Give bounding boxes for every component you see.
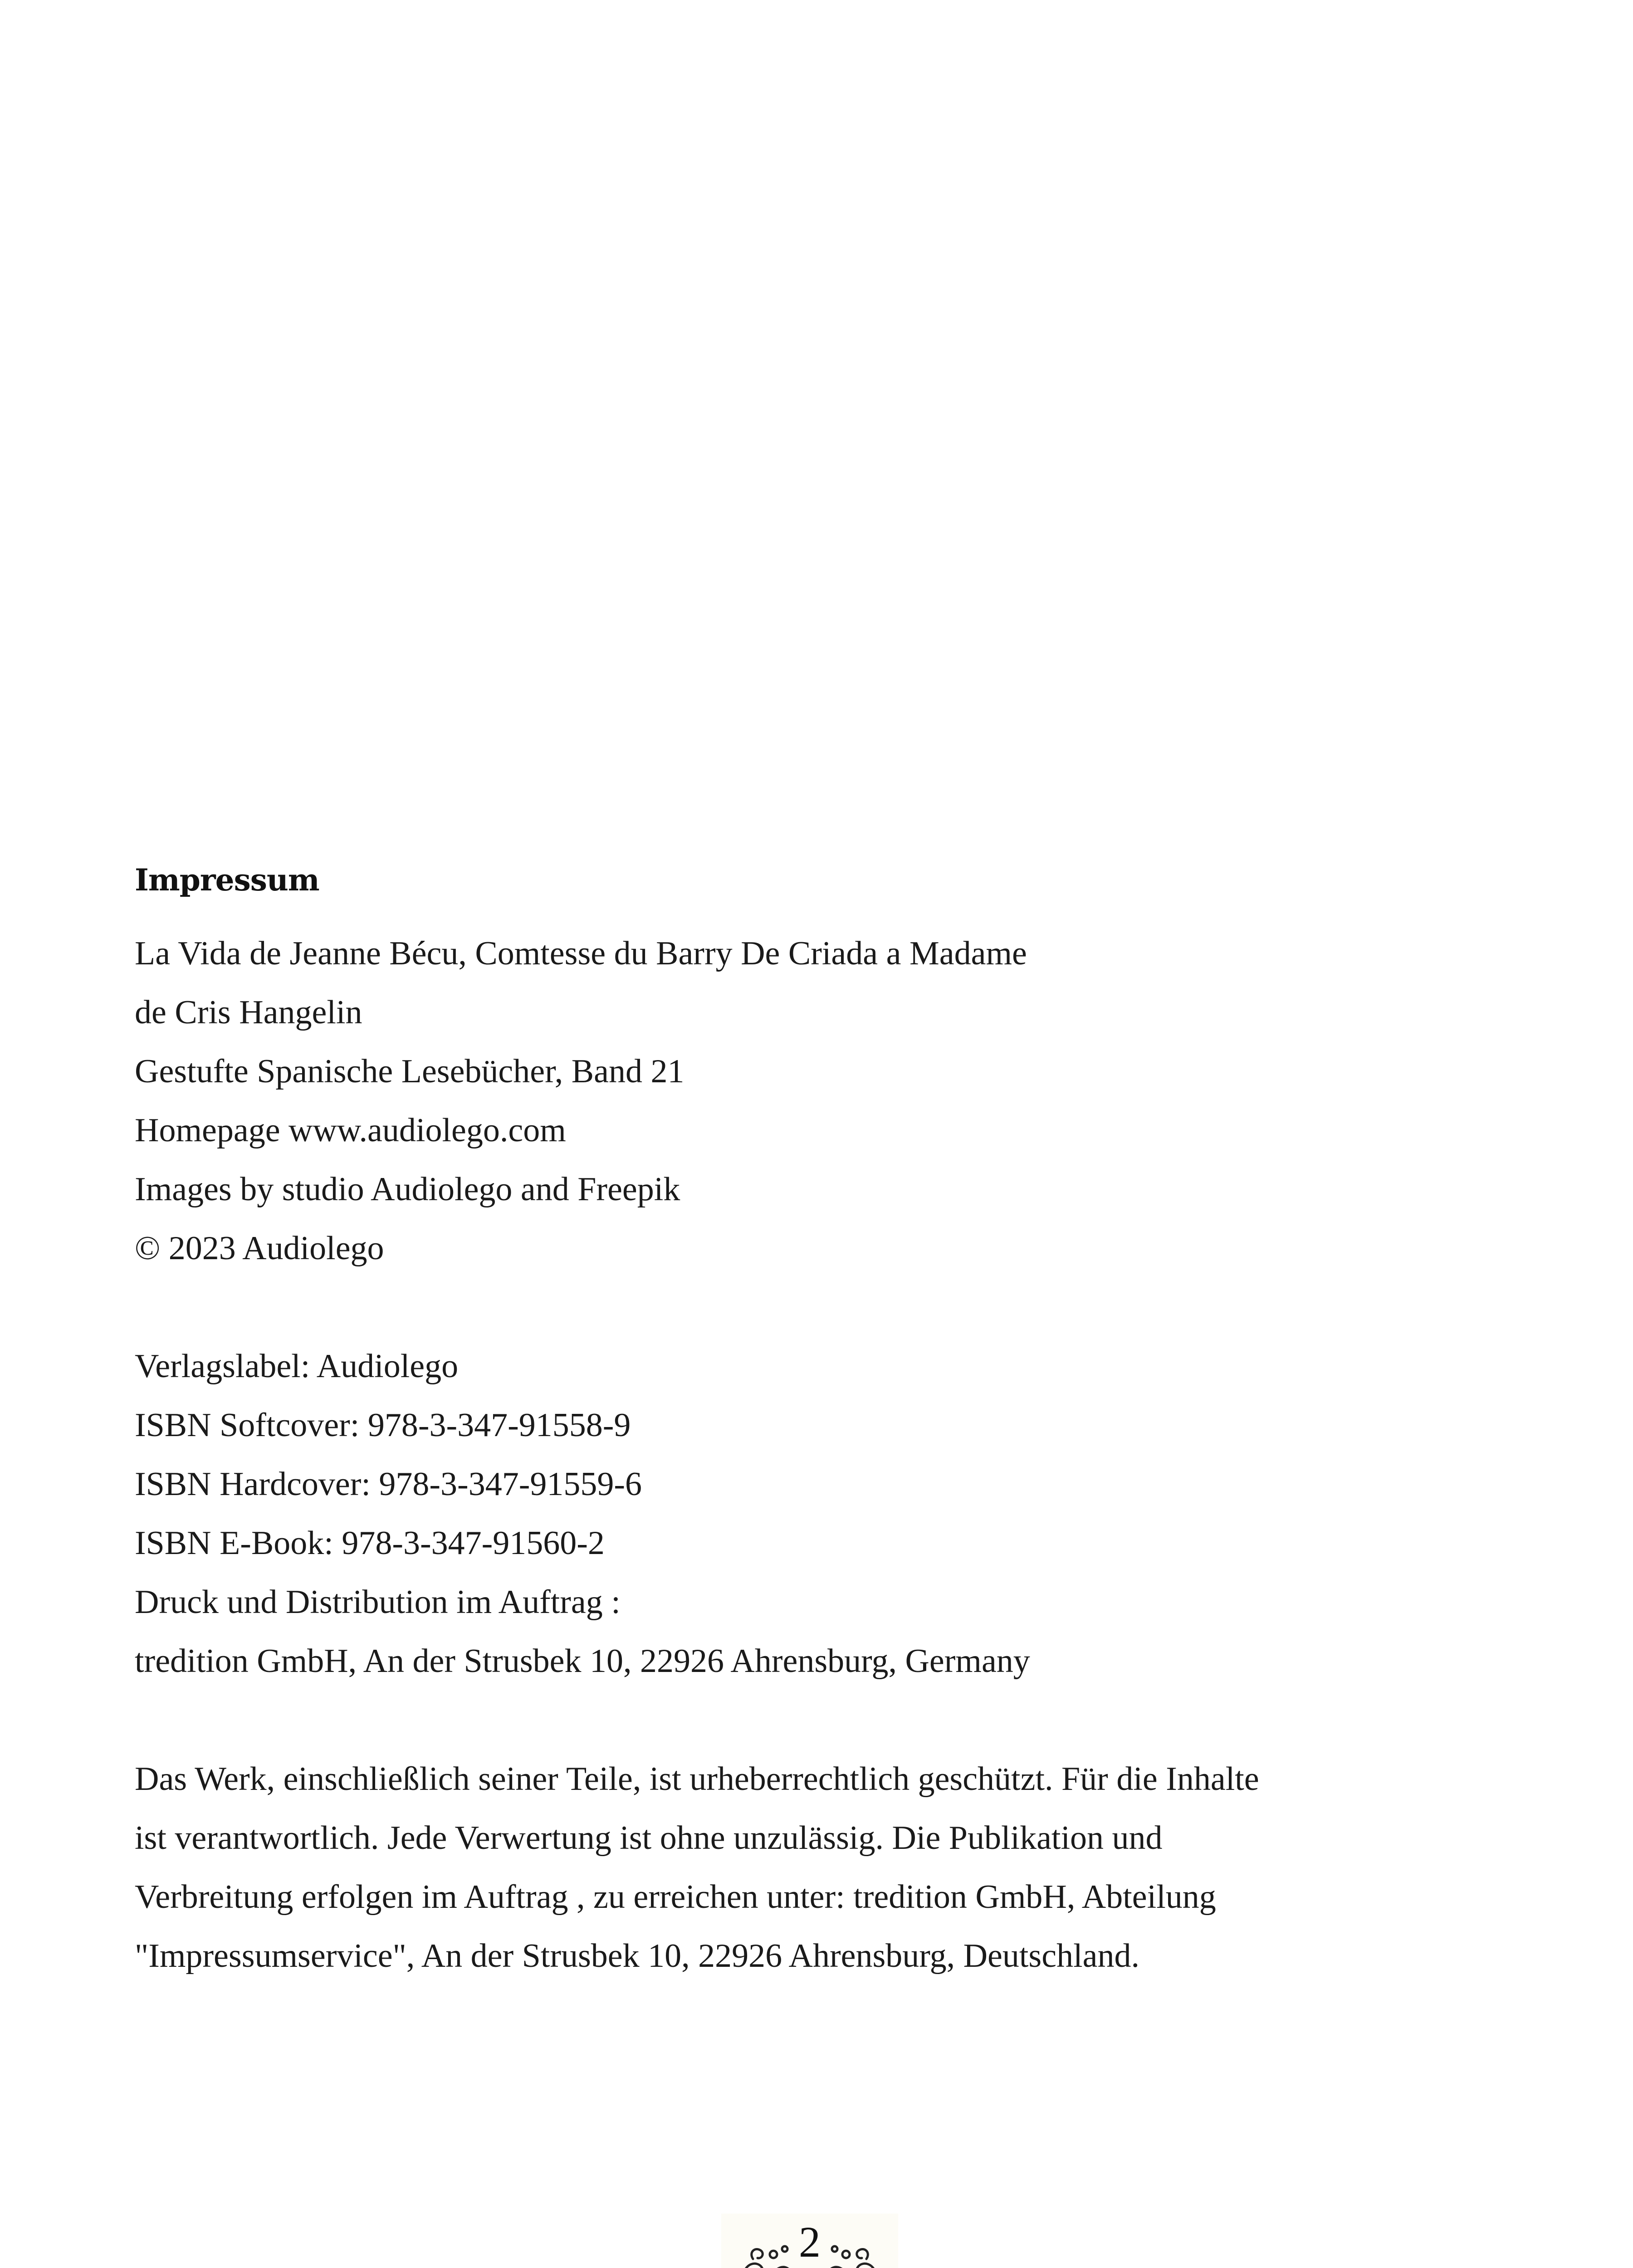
legal-notice-line: Das Werk, einschließlich seiner Teile, ist urheberrechtlich geschützt. Für die Inhalte [135,1760,1259,1798]
legal-notice [135,1750,1450,1985]
images-credit-line: Images by studio Audiolego and Freepik [135,1171,680,1208]
legal-notice-line: "Impressumservice", An der Strusbek 10, 22926 Ahrensburg, Deutschland. [135,1937,1139,1975]
author-line: de Cris Hangelin [135,994,362,1031]
legal-notice-line: Verbreitung erfolgen im Auftrag , zu erreichen unter: tredition GmbH, Abteilung [135,1878,1216,1916]
page-number: 2 [799,2218,821,2266]
publishing-info-block [135,1337,1450,1691]
isbn-ebook-line: ISBN E-Book: 978-3-347-91560-2 [135,1525,605,1562]
distributor-address-line: tredition GmbH, An der Strusbek 10, 22926 Ahrensburg, Germany [135,1642,1030,1680]
book-title-line: La Vida de Jeanne Bécu, Comtesse du Barry De Criada a Madame [135,935,1027,972]
impressum-heading: Impressum [135,862,319,898]
page-footer [721,2214,898,2268]
copyright-line: © 2023 Audiolego [135,1230,384,1267]
series-line: Gestufte Spanische Lesebücher, Band 21 [135,1053,684,1090]
impressum-section [135,860,1450,1985]
publisher-label-line: Verlagslabel: Audiolego [135,1348,459,1385]
isbn-softcover-line: ISBN Softcover: 978-3-347-91558-9 [135,1407,631,1444]
homepage-line: Homepage www.audiolego.com [135,1112,566,1149]
isbn-hardcover-line: ISBN Hardcover: 978-3-347-91559-6 [135,1466,642,1503]
spacer [135,1278,1450,1337]
spacer [135,1691,1450,1750]
legal-notice-line: ist verantwortlich. Jede Verwertung ist ohne unzulässig. Die Publikation und [135,1819,1163,1857]
book-info-block [135,924,1450,1278]
distribution-line: Druck und Distribution im Auftrag : [135,1584,621,1621]
